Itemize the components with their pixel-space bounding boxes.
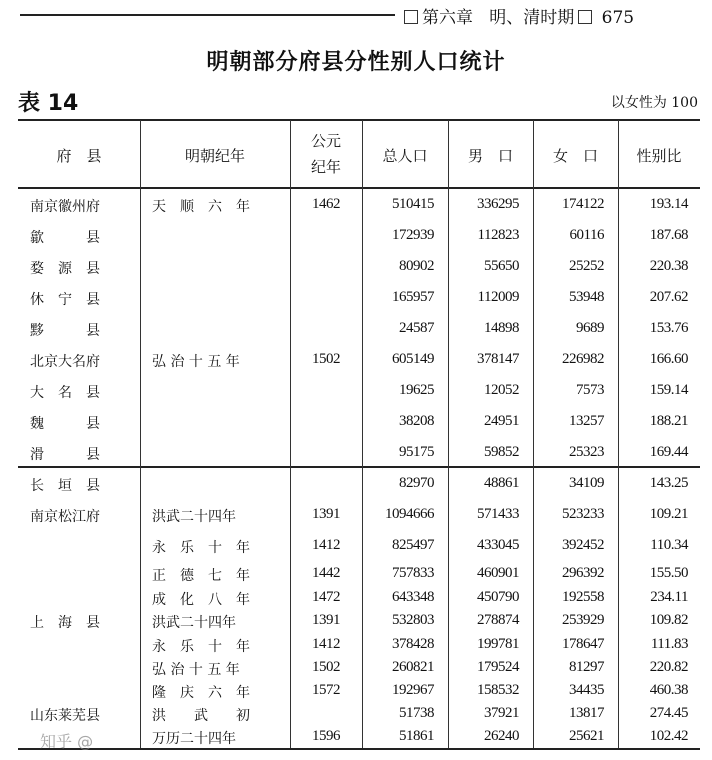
cell-prefecture: 魏 县 <box>30 416 100 432</box>
cell-total: 51861 <box>399 728 434 744</box>
cell-male: 199781 <box>477 636 519 652</box>
cell-reign: 洪武二十四年 <box>152 615 236 631</box>
cell-total: 643348 <box>392 589 434 605</box>
cell-ad-year: 1412 <box>312 636 340 652</box>
header-sex-ratio: 性别比 <box>636 147 682 165</box>
cell-reign: 永 乐 十 年 <box>152 540 250 556</box>
cell-female: 9689 <box>576 320 604 336</box>
cell-ratio: 274.45 <box>649 705 688 721</box>
cell-male: 179524 <box>477 659 519 675</box>
header-total: 总人口 <box>382 147 428 165</box>
cell-ratio: 155.50 <box>649 565 688 581</box>
box-glyph-icon <box>578 10 592 24</box>
cell-ad-year: 1391 <box>312 506 340 522</box>
cell-ratio: 169.44 <box>649 444 688 460</box>
cell-reign: 永 乐 十 年 <box>152 639 250 655</box>
cell-female: 226982 <box>562 351 604 367</box>
cell-male: 12052 <box>484 382 519 398</box>
cell-female: 392452 <box>562 537 604 553</box>
cell-total: 378428 <box>392 636 434 652</box>
cell-prefecture: 婺 源 县 <box>30 261 100 277</box>
cell-prefecture: 歙 县 <box>30 230 100 246</box>
cell-ad-year: 1596 <box>312 728 340 744</box>
table-title: 明朝部分府县分性别人口统计 <box>206 50 506 75</box>
cell-ratio: 460.38 <box>649 682 688 698</box>
period-label: 明、清时期 <box>489 8 575 28</box>
cell-female: 174122 <box>562 196 604 212</box>
cell-ad-year: 1462 <box>312 196 340 212</box>
cell-ad-year: 1412 <box>312 537 340 553</box>
cell-ad-year: 1502 <box>312 351 340 367</box>
column-divider <box>448 120 449 748</box>
cell-total: 825497 <box>392 537 434 553</box>
table-rule <box>18 187 700 189</box>
header-prefecture: 府 县 <box>56 147 102 165</box>
cell-total: 165957 <box>392 289 434 305</box>
cell-prefecture: 大 名 县 <box>30 385 100 401</box>
cell-male: 278874 <box>477 612 519 628</box>
table-note: 以女性为 100 <box>610 95 698 111</box>
column-divider <box>290 120 291 748</box>
cell-reign: 弘 治 十 五 年 <box>152 354 240 370</box>
header-reign-year: 明朝纪年 <box>184 147 245 165</box>
cell-ratio: 111.83 <box>650 636 688 652</box>
cell-female: 13817 <box>569 705 604 721</box>
cell-ratio: 143.25 <box>649 475 688 491</box>
cell-total: 757833 <box>392 565 434 581</box>
cell-total: 1094666 <box>385 506 434 522</box>
cell-female: 253929 <box>562 612 604 628</box>
column-divider <box>533 120 534 748</box>
cell-male: 112823 <box>477 227 519 243</box>
header-female: 女 口 <box>552 147 598 165</box>
cell-ratio: 109.21 <box>649 506 688 522</box>
cell-ratio: 207.62 <box>649 289 688 305</box>
cell-ratio: 166.60 <box>649 351 688 367</box>
cell-total: 51738 <box>399 705 434 721</box>
cell-male: 59852 <box>484 444 519 460</box>
cell-reign: 天 顺 六 年 <box>152 199 250 215</box>
cell-ratio: 187.68 <box>649 227 688 243</box>
cell-prefecture: 南京徽州府 <box>30 199 100 215</box>
cell-female: 7573 <box>576 382 604 398</box>
chapter-label: 第六章 <box>422 8 473 28</box>
cell-female: 34435 <box>569 682 604 698</box>
cell-female: 81297 <box>569 659 604 675</box>
cell-ratio: 109.82 <box>649 612 688 628</box>
cell-total: 82970 <box>399 475 434 491</box>
cell-reign: 隆 庆 六 年 <box>152 685 250 701</box>
cell-female: 13257 <box>569 413 604 429</box>
page-number: 675 <box>601 8 635 28</box>
column-divider <box>362 120 363 748</box>
cell-male: 460901 <box>477 565 519 581</box>
cell-female: 25621 <box>569 728 604 744</box>
cell-total: 510415 <box>392 196 434 212</box>
cell-ratio: 102.42 <box>649 728 688 744</box>
cell-total: 532803 <box>392 612 434 628</box>
cell-male: 158532 <box>477 682 519 698</box>
cell-ad-year: 1442 <box>312 565 340 581</box>
cell-female: 25323 <box>569 444 604 460</box>
table-rule <box>18 466 700 468</box>
cell-reign: 洪 武 初 <box>152 708 250 724</box>
cell-ad-year: 1502 <box>312 659 340 675</box>
cell-female: 192558 <box>562 589 604 605</box>
cell-male: 14898 <box>484 320 519 336</box>
header-rule <box>20 14 395 16</box>
cell-female: 34109 <box>569 475 604 491</box>
cell-prefecture: 长 垣 县 <box>30 478 100 494</box>
table-rule <box>18 119 700 121</box>
watermark: 知乎 @ <box>40 732 94 751</box>
cell-male: 37921 <box>484 705 519 721</box>
cell-ad-year: 1472 <box>312 589 340 605</box>
cell-prefecture: 休 宁 县 <box>30 292 100 308</box>
cell-prefecture: 北京大名府 <box>30 354 100 370</box>
cell-female: 296392 <box>562 565 604 581</box>
cell-male: 433045 <box>477 537 519 553</box>
cell-ratio: 110.34 <box>650 537 688 553</box>
cell-female: 53948 <box>569 289 604 305</box>
box-glyph-icon <box>404 10 418 24</box>
cell-prefecture: 黟 县 <box>30 323 100 339</box>
cell-total: 172939 <box>392 227 434 243</box>
cell-total: 38208 <box>399 413 434 429</box>
cell-ratio: 188.21 <box>649 413 688 429</box>
column-divider <box>618 120 619 748</box>
cell-reign: 万历二十四年 <box>152 731 236 747</box>
header-ad-year <box>290 128 362 180</box>
cell-total: 605149 <box>392 351 434 367</box>
cell-male: 26240 <box>484 728 519 744</box>
cell-female: 25252 <box>569 258 604 274</box>
cell-male: 378147 <box>477 351 519 367</box>
cell-male: 336295 <box>477 196 519 212</box>
table-rule <box>18 748 700 750</box>
cell-female: 60116 <box>569 227 604 243</box>
cell-reign: 弘 治 十 五 年 <box>152 662 240 678</box>
cell-total: 192967 <box>392 682 434 698</box>
cell-male: 55650 <box>484 258 519 274</box>
cell-male: 450790 <box>477 589 519 605</box>
cell-total: 24587 <box>399 320 434 336</box>
cell-ad-year: 1572 <box>312 682 340 698</box>
cell-male: 571433 <box>477 506 519 522</box>
cell-total: 95175 <box>399 444 434 460</box>
cell-reign: 成 化 八 年 <box>152 592 250 608</box>
cell-prefecture: 上 海 县 <box>30 615 100 631</box>
cell-ratio: 159.14 <box>649 382 688 398</box>
cell-male: 48861 <box>484 475 519 491</box>
cell-ad-year: 1391 <box>312 612 340 628</box>
cell-reign: 正 德 七 年 <box>152 568 250 584</box>
running-header <box>400 3 634 28</box>
cell-total: 80902 <box>399 258 434 274</box>
cell-female: 178647 <box>562 636 604 652</box>
cell-ratio: 220.38 <box>649 258 688 274</box>
cell-male: 24951 <box>484 413 519 429</box>
cell-ratio: 193.14 <box>649 196 688 212</box>
header-male: 男 口 <box>467 147 513 165</box>
cell-prefecture: 滑 县 <box>30 447 100 463</box>
cell-reign: 洪武二十四年 <box>152 509 236 525</box>
cell-ratio: 220.82 <box>649 659 688 675</box>
cell-ratio: 234.11 <box>650 589 688 605</box>
header-ad-year-label: 公元纪年 <box>310 132 341 176</box>
cell-prefecture: 山东莱芜县 <box>30 708 100 724</box>
cell-ratio: 153.76 <box>649 320 688 336</box>
cell-male: 112009 <box>477 289 519 305</box>
cell-female: 523233 <box>562 506 604 522</box>
cell-total: 260821 <box>392 659 434 675</box>
cell-total: 19625 <box>399 382 434 398</box>
cell-prefecture: 南京松江府 <box>30 509 100 525</box>
column-divider <box>140 120 141 748</box>
table-number: 表 14 <box>18 91 79 116</box>
